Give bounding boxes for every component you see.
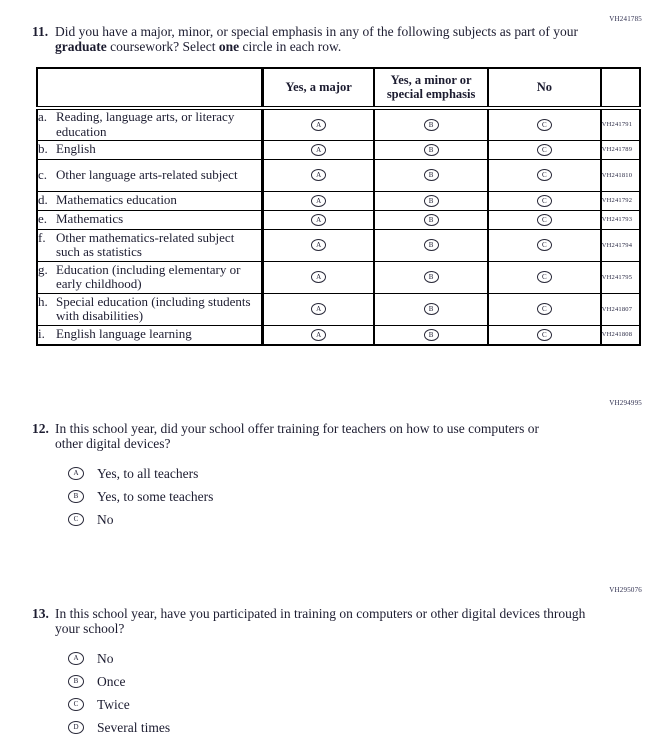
row-text: Mathematics xyxy=(56,211,124,227)
row-text: Special education (including students with disabilities) xyxy=(56,293,251,323)
radio-icon[interactable]: D xyxy=(68,721,84,734)
row-label xyxy=(38,212,261,226)
row-letter: c. xyxy=(38,166,48,182)
q11-text-bold1: graduate xyxy=(55,39,107,55)
option-label: No xyxy=(97,650,114,666)
question-13 xyxy=(32,606,612,739)
question-12-text: In this school year, did your school offer training for teachers on how to use computers or other digital devices? xyxy=(55,421,539,452)
row-label xyxy=(38,110,261,139)
row-letter: f. xyxy=(38,229,46,245)
radio-major[interactable]: A xyxy=(311,195,326,207)
option-twice[interactable] xyxy=(68,693,595,716)
radio-no[interactable]: C xyxy=(537,144,552,156)
option-several-times[interactable] xyxy=(68,716,595,739)
option-label: Once xyxy=(97,673,126,689)
radio-no[interactable]: C xyxy=(537,119,552,131)
radio-icon[interactable]: C xyxy=(68,513,84,526)
option-once[interactable] xyxy=(68,670,595,693)
item-code-q12: VH294995 xyxy=(609,399,642,407)
row-letter: h. xyxy=(38,293,48,309)
radio-minor[interactable]: B xyxy=(424,239,439,251)
radio-minor[interactable]: B xyxy=(424,195,439,207)
table-row-h xyxy=(37,293,640,325)
row-text: English xyxy=(56,141,96,157)
item-code: VH241791 xyxy=(601,108,640,140)
q11-text-part3: circle in each row. xyxy=(239,39,342,55)
row-text: Mathematics education xyxy=(56,192,177,208)
question-11-number: 11. xyxy=(32,24,49,39)
row-text: Education (including elementary or early childhood) xyxy=(56,261,241,291)
radio-minor[interactable]: B xyxy=(424,271,439,283)
question-12-number: 12. xyxy=(32,421,49,436)
row-label xyxy=(38,168,261,182)
question-12 xyxy=(32,421,612,531)
radio-major[interactable]: A xyxy=(311,271,326,283)
option-label: No xyxy=(97,511,114,527)
item-code: VH241792 xyxy=(601,191,640,210)
radio-minor[interactable]: B xyxy=(424,303,439,315)
option-no[interactable] xyxy=(68,647,595,670)
radio-minor[interactable]: B xyxy=(424,144,439,156)
row-text: Other language arts-related subject xyxy=(56,166,238,182)
radio-minor[interactable]: B xyxy=(424,119,439,131)
option-yes-all[interactable] xyxy=(68,462,555,485)
row-letter: a. xyxy=(38,109,48,125)
table-row-g xyxy=(37,261,640,293)
table-header-major: Yes, a major xyxy=(262,68,374,108)
row-label xyxy=(38,263,261,292)
q11-text-bold2: one xyxy=(218,39,240,55)
radio-icon[interactable]: B xyxy=(68,490,84,503)
radio-major[interactable]: A xyxy=(311,239,326,251)
question-13-text: In this school year, have you participated in training on computers or other digital devices through your school? xyxy=(55,606,586,637)
table-row-e xyxy=(37,210,640,229)
table-header-minor: Yes, a minor or special emphasis xyxy=(374,68,488,108)
subjects-table xyxy=(36,67,641,346)
radio-no[interactable]: C xyxy=(537,329,552,341)
radio-icon[interactable]: A xyxy=(68,652,84,665)
table-header-row xyxy=(37,68,640,108)
radio-no[interactable]: C xyxy=(537,271,552,283)
row-text: Other mathematics-related subject such as statistics xyxy=(56,229,235,259)
item-code: VH241808 xyxy=(601,325,640,345)
row-label xyxy=(38,327,261,341)
radio-icon[interactable]: A xyxy=(68,467,84,480)
radio-no[interactable]: C xyxy=(537,239,552,251)
question-11-text xyxy=(55,24,583,54)
question-13-options xyxy=(68,647,595,739)
row-label xyxy=(38,142,261,156)
row-label xyxy=(38,193,261,207)
table-header-no: No xyxy=(488,68,601,108)
radio-major[interactable]: A xyxy=(311,144,326,156)
table-row-b xyxy=(37,140,640,159)
option-label: Yes, to all teachers xyxy=(97,465,199,481)
radio-minor[interactable]: B xyxy=(424,169,439,181)
row-label xyxy=(38,231,261,260)
item-code: VH241794 xyxy=(601,229,640,261)
q11-text-part2: coursework? Select xyxy=(106,39,219,55)
option-label: Several times xyxy=(97,719,171,735)
row-letter: i. xyxy=(38,326,45,342)
row-letter: e. xyxy=(38,211,48,227)
option-no[interactable] xyxy=(68,508,555,531)
radio-minor[interactable]: B xyxy=(424,329,439,341)
question-13-number: 13. xyxy=(32,606,49,621)
radio-minor[interactable]: B xyxy=(424,214,439,226)
radio-no[interactable]: C xyxy=(537,195,552,207)
item-code: VH241793 xyxy=(601,210,640,229)
radio-icon[interactable]: B xyxy=(68,675,84,688)
table-row-c xyxy=(37,159,640,191)
item-code: VH241810 xyxy=(601,159,640,191)
radio-major[interactable]: A xyxy=(311,119,326,131)
table-header-empty xyxy=(37,68,262,108)
row-label xyxy=(38,295,261,324)
radio-no[interactable]: C xyxy=(537,214,552,226)
item-code: VH241807 xyxy=(601,293,640,325)
item-code-q11: VH241785 xyxy=(609,15,642,23)
radio-no[interactable]: C xyxy=(537,169,552,181)
option-yes-some[interactable] xyxy=(68,485,555,508)
table-row-d xyxy=(37,191,640,210)
row-letter: g. xyxy=(38,261,48,277)
item-code: VH241795 xyxy=(601,261,640,293)
item-code-q13: VH295076 xyxy=(609,586,642,594)
option-label: Yes, to some teachers xyxy=(97,488,214,504)
radio-major[interactable]: A xyxy=(311,329,326,341)
row-letter: b. xyxy=(38,141,48,157)
radio-icon[interactable]: C xyxy=(68,698,84,711)
row-text: Reading, language arts, or literacy education xyxy=(56,109,235,139)
option-label: Twice xyxy=(97,696,130,712)
radio-major[interactable]: A xyxy=(311,303,326,315)
table-header-code xyxy=(601,68,640,108)
table-row-f xyxy=(37,229,640,261)
item-code: VH241789 xyxy=(601,140,640,159)
q11-text-part1: Did you have a major, minor, or special emphasis in any of the following subjects as part of your xyxy=(55,24,579,39)
radio-major[interactable]: A xyxy=(311,214,326,226)
table-row-i xyxy=(37,325,640,345)
question-12-options xyxy=(68,462,555,531)
row-letter: d. xyxy=(38,192,48,208)
row-text: English language learning xyxy=(56,326,192,342)
radio-major[interactable]: A xyxy=(311,169,326,181)
question-11 xyxy=(32,24,592,54)
table-row-a xyxy=(37,108,640,140)
radio-no[interactable]: C xyxy=(537,303,552,315)
